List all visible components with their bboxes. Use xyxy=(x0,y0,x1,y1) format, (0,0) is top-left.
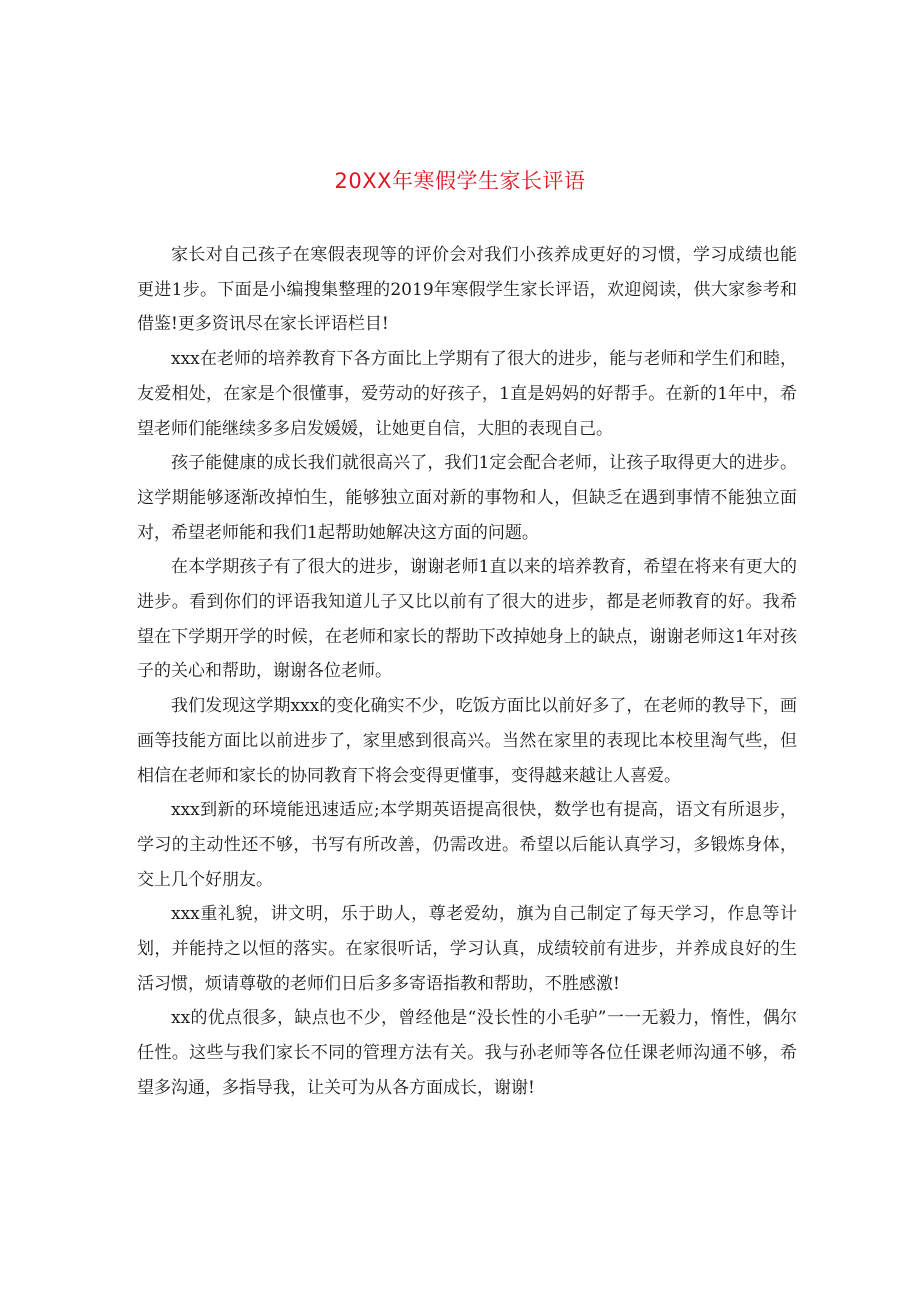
paragraph-comment-7: xx的优点很多，缺点也不少，曾经他是“没长性的小毛驴”一一无毅力，惰性，偶尔任性。这些与我们家长不同的管理方法有关。我与孙老师等各位任课老师沟通不够，希望多沟通，多指导我，让关可为从各方面成长，谢谢! xyxy=(137,1008,797,1098)
document-title: 20XX年寒假学生家长评语 xyxy=(334,169,586,193)
paragraph-comment-3: 在本学期孩子有了很大的进步，谢谢老师1直以来的培养教育，希望在将来有更大的进步。看到你们的评语我知道儿子又比以前有了很大的进步，都是老师教育的好。我希望在下学期开学的时候，在老师和家长的帮助下改掉她身上的缺点，谢谢老师这1年对孩子的关心和帮助，谢谢各位老师。 xyxy=(137,557,797,682)
paragraph-comment-5: xxx到新的环境能迅速适应;本学期英语提高很快，数学也有提高，语文有所退步，学习的主动性还不够，书写有所改善，仍需改进。希望以后能认真学习，多锻炼身体，交上几个好朋友。 xyxy=(137,800,797,890)
document-body xyxy=(137,238,797,1106)
paragraph-comment-1: xxx在老师的培养教育下各方面比上学期有了很大的进步，能与老师和学生们和睦，友爱相处，在家是个很懂事，爱劳动的好孩子，1直是妈妈的好帮手。在新的1年中，希望老师们能继续多多启发媛媛，让她更自信，大胆的表现自己。 xyxy=(137,349,797,439)
paragraph-comment-2: 孩子能健康的成长我们就很高兴了，我们1定会配合老师，让孩子取得更大的进步。这学期能够逐渐改掉怕生，能够独立面对新的事物和人，但缺乏在遇到事情不能独立面对，希望老师能和我们1起帮助她解决这方面的问题。 xyxy=(137,453,797,543)
paragraph-intro: 家长对自己孩子在寒假表现等的评价会对我们小孩养成更好的习惯，学习成绩也能更进1步。下面是小编搜集整理的2019年寒假学生家长评语，欢迎阅读，供大家参考和借鉴!更多资讯尽在家长评语栏目! xyxy=(137,245,797,335)
paragraph-comment-6: xxx重礼貌，讲文明，乐于助人，尊老爱幼，旗为自己制定了每天学习，作息等计划，并能持之以恒的落实。在家很听话，学习认真，成绩较前有进步，并养成良好的生活习惯，烦请尊敬的老师们日后多多寄语指教和帮助，不胜感激! xyxy=(137,904,797,994)
paragraph-comment-4: 我们发现这学期xxx的变化确实不少，吃饭方面比以前好多了，在老师的教导下，画画等技能方面比以前进步了，家里感到很高兴。当然在家里的表现比本校里淘气些，但相信在老师和家长的协同教育下将会变得更懂事，变得越来越让人喜爱。 xyxy=(137,696,797,786)
